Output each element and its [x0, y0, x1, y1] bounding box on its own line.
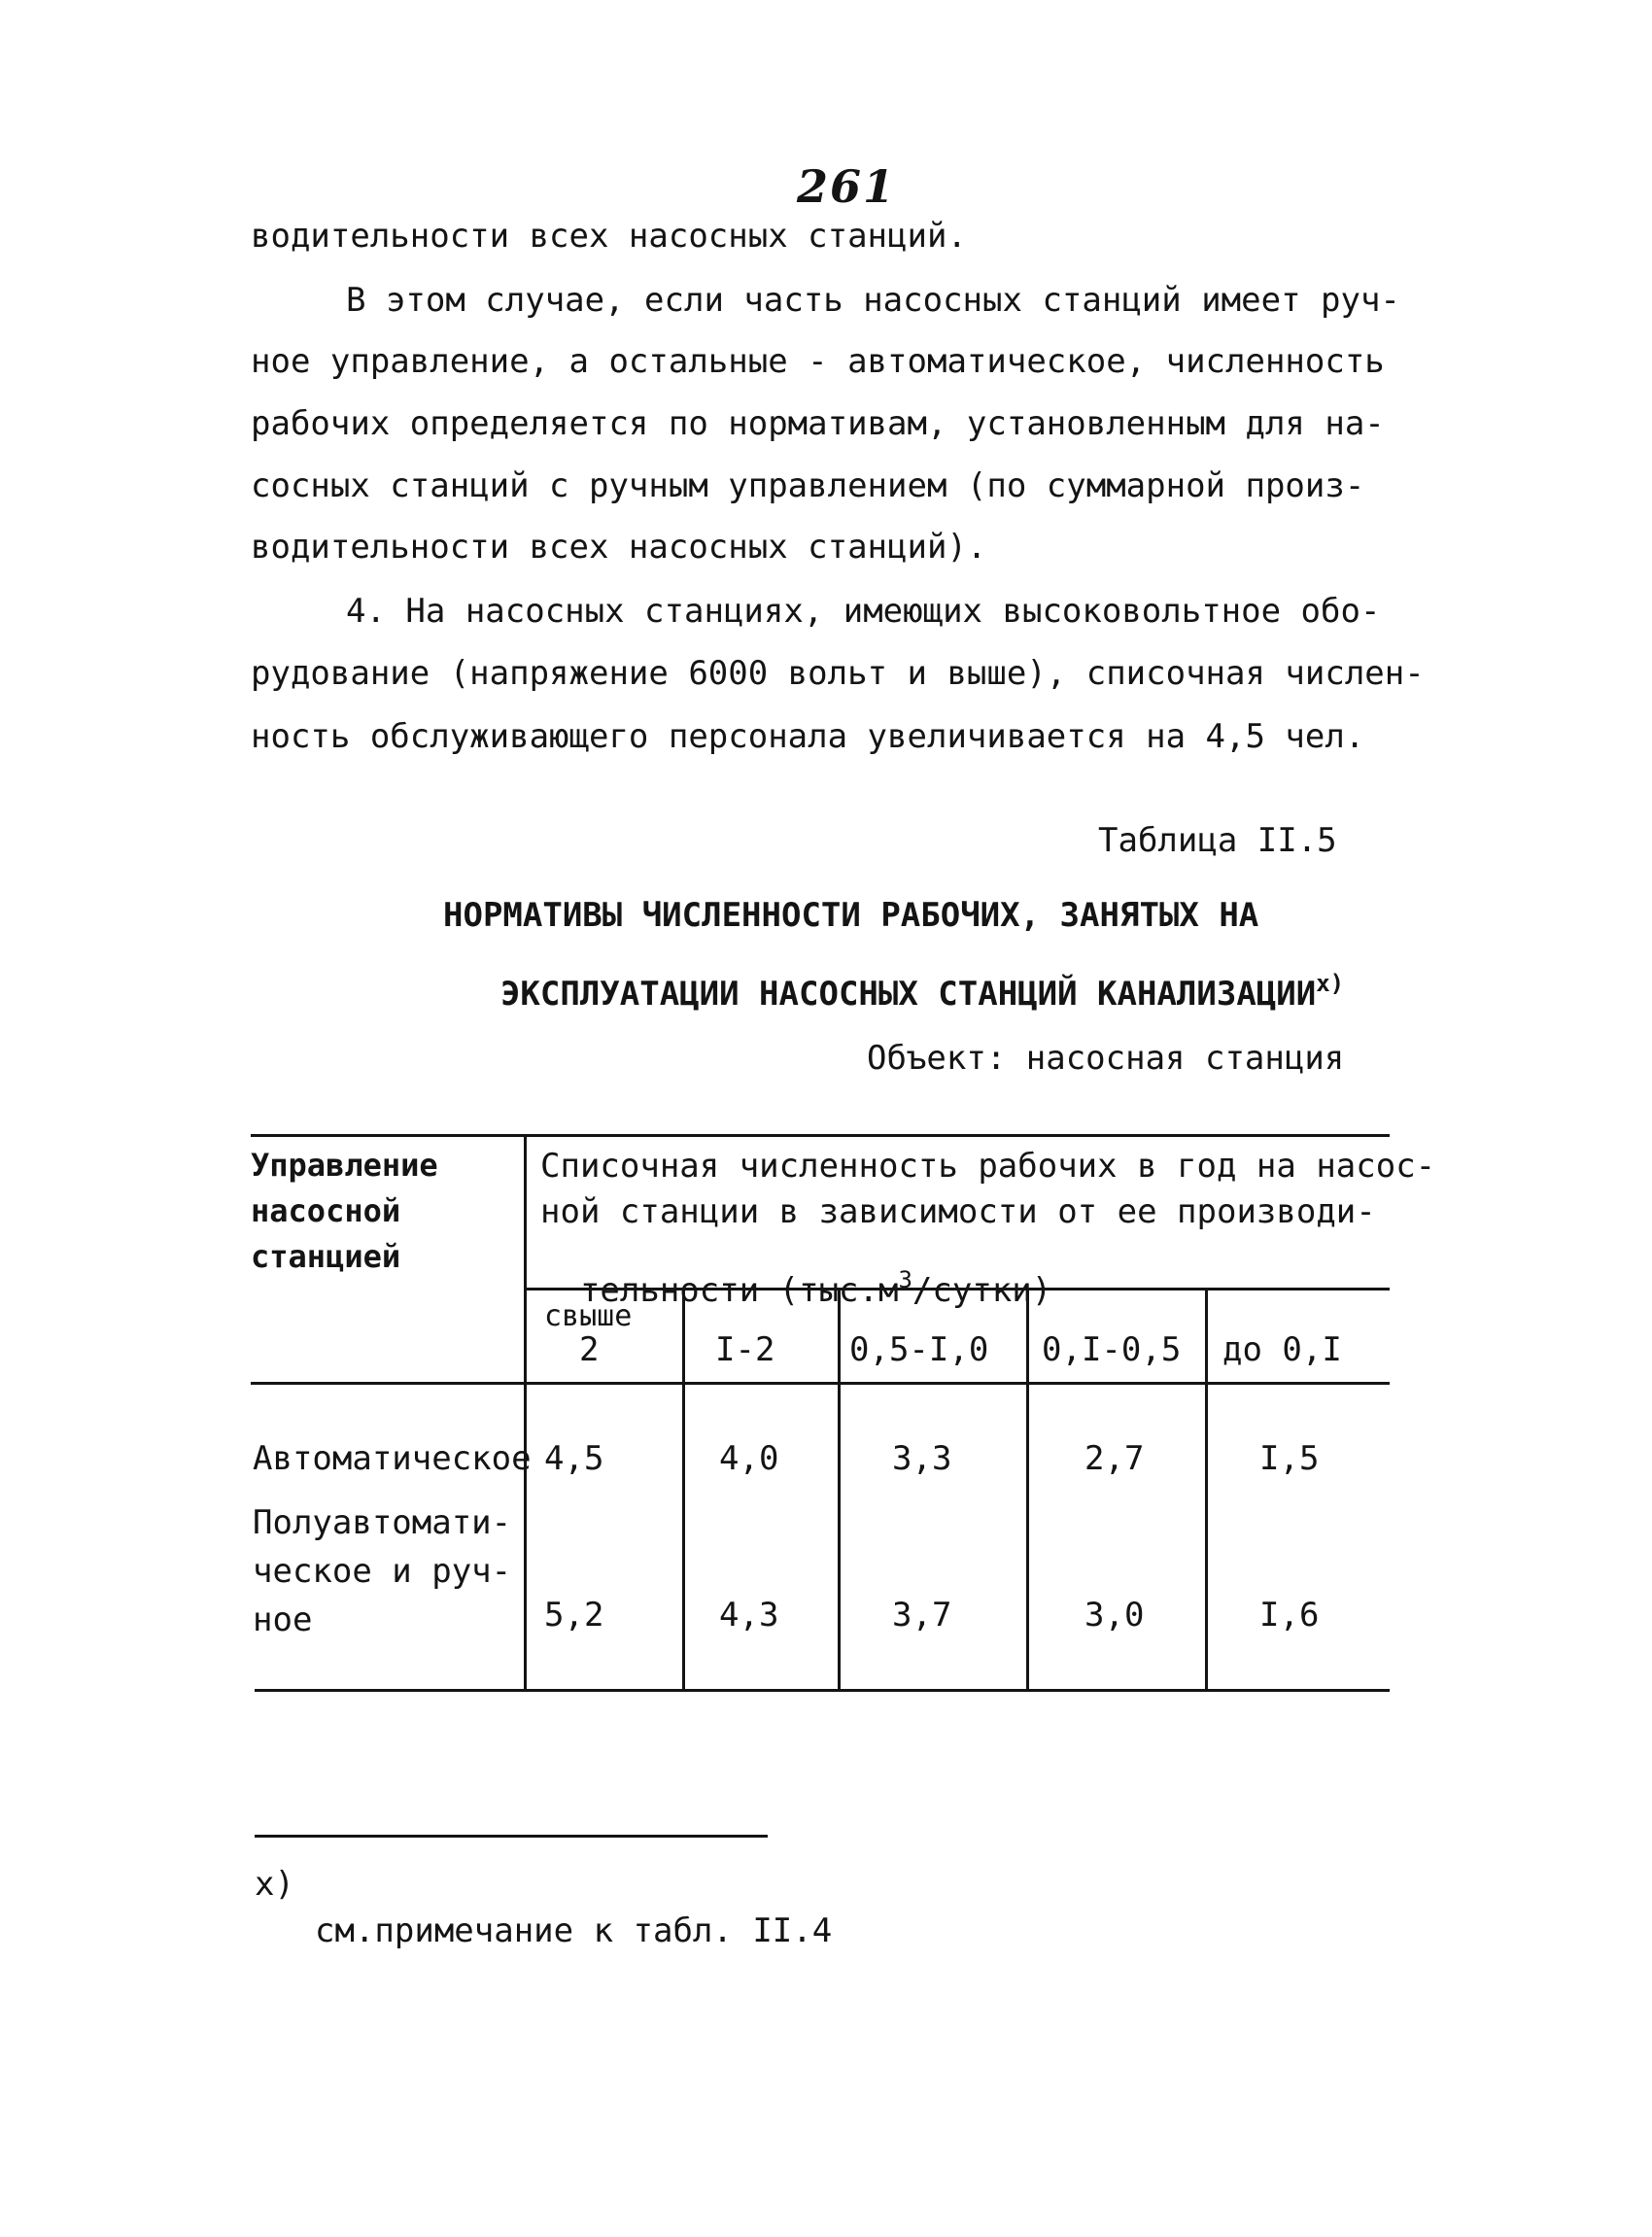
- subheader-above-2-value: 2: [579, 1330, 600, 1369]
- subheader-up-to-0.1: до 0,I: [1222, 1330, 1342, 1369]
- table-cell: 3,3: [892, 1439, 952, 1478]
- header-span-line: [540, 1241, 1052, 1310]
- subheader-above-2: свыше: [544, 1299, 633, 1333]
- header-span-line: ной станции в зависимости от ее производи-: [540, 1192, 1376, 1231]
- row-label: ческое и руч-: [253, 1552, 512, 1591]
- text-line: рабочих определяется по нормативам, установленным для на-: [251, 404, 1385, 443]
- text-line: ность обслуживающего персонала увеличивается на 4,5 чел.: [251, 717, 1365, 756]
- footnote-text: см.примечание к табл. II.4: [315, 1911, 833, 1950]
- table-title-line2: [461, 945, 1345, 1014]
- table-object: Объект: насосная станция: [867, 1039, 1345, 1078]
- subheader-1-2: I-2: [715, 1330, 775, 1369]
- superscript: 3: [898, 1266, 912, 1293]
- table-title-line1: НОРМАТИВЫ ЧИСЛЕННОСТИ РАБОЧИХ, ЗАНЯТЫХ НА: [443, 896, 1259, 935]
- text-line: ное управление, а остальные - автоматическое, численность: [251, 342, 1385, 381]
- table-cell: I,6: [1259, 1596, 1320, 1635]
- header-col1-line: Управление: [251, 1147, 438, 1184]
- page-number: 261: [797, 160, 897, 213]
- table-cell: 3,7: [892, 1596, 952, 1635]
- table-label: Таблица II.5: [1098, 821, 1337, 860]
- table-cell: 4,0: [719, 1439, 779, 1478]
- row-label: Автоматическое: [253, 1439, 532, 1478]
- table-cell: I,5: [1259, 1439, 1320, 1478]
- col-divider: [682, 1288, 685, 1692]
- table-cell: 2,7: [1084, 1439, 1145, 1478]
- row-label: Полуавтомати-: [253, 1503, 512, 1542]
- col-divider: [524, 1134, 527, 1692]
- footnote-mark: x): [255, 1865, 294, 1904]
- table-title-text: ЭКСПЛУАТАЦИИ НАСОСНЫХ СТАНЦИЙ КАНАЛИЗАЦИИ: [499, 975, 1317, 1014]
- header-span-line: Списочная численность рабочих в год на насос-: [540, 1147, 1436, 1186]
- row-label: ное: [253, 1600, 313, 1639]
- header-col1-line: насосной: [251, 1192, 401, 1229]
- text-line: водительности всех насосных станций.: [251, 217, 967, 256]
- text-line: водительности всех насосных станций).: [251, 528, 987, 567]
- text-line: рудование (напряжение 6000 вольт и выше), списочная числен-: [251, 654, 1425, 693]
- text-line: 4. На насосных станциях, имеющих высоковольтное обо-: [346, 592, 1381, 631]
- header-col1-line: станцией: [251, 1238, 401, 1275]
- table-cell: 3,0: [1084, 1596, 1145, 1635]
- col-divider: [838, 1288, 841, 1692]
- table-cell: 4,5: [544, 1439, 604, 1478]
- subheader-0.5-1.0: 0,5-I,0: [849, 1330, 989, 1369]
- table-cell: 5,2: [544, 1596, 604, 1635]
- header-bottom-rule: [251, 1382, 1390, 1385]
- text-line: В этом случае, если часть насосных станций имеет руч-: [346, 281, 1400, 320]
- table-bottom-rule: [255, 1689, 1390, 1692]
- subheader-0.1-0.5: 0,I-0,5: [1042, 1330, 1182, 1369]
- text-line: сосных станций с ручным управлением (по суммарной произ-: [251, 466, 1365, 505]
- col-divider: [1026, 1288, 1029, 1692]
- table-top-rule: [251, 1134, 1390, 1137]
- header-span-text: тельности (тыс.м: [579, 1271, 899, 1310]
- table-cell: 4,3: [719, 1596, 779, 1635]
- footnote-ref: x): [1316, 970, 1345, 997]
- footnote-rule: [255, 1835, 768, 1838]
- header-span-text: /сутки): [912, 1271, 1052, 1310]
- col-divider: [1205, 1288, 1208, 1692]
